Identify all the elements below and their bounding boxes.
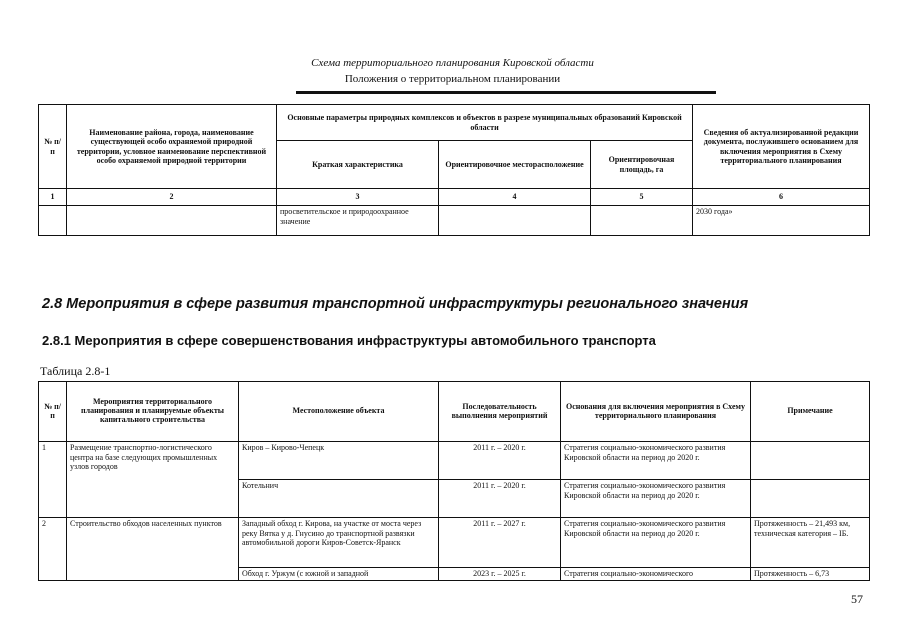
t1-col-number: 2 <box>67 189 277 206</box>
table-row <box>39 518 870 568</box>
t2-cell-event: Строительство обходов населенных пунктов <box>67 518 239 581</box>
t2-cell-num: 1 <box>39 442 67 518</box>
t2-header-location: Местоположение объекта <box>239 382 439 442</box>
t1-cell-info: 2030 года» <box>693 206 870 236</box>
t1-cell-desc: просветительское и природоохранное значение <box>277 206 439 236</box>
t2-cell-note: Протяженность – 6,73 <box>751 568 870 581</box>
section-heading: 2.8 Мероприятия в сфере развития транспортной инфраструктуры регионального значения <box>42 296 749 312</box>
t2-cell-note <box>751 480 870 518</box>
t2-cell-location: Обход г. Уржум (с южной и западной <box>239 568 439 581</box>
t2-header-event: Мероприятия территориального планирования и планируемые объекты капитального строительства <box>67 382 239 442</box>
t1-col-number: 4 <box>439 189 591 206</box>
t2-header-num: № п/п <box>39 382 67 442</box>
t1-header-desc: Краткая характеристика <box>277 141 439 189</box>
t2-header-basis: Основания для включения мероприятия в Схему территориального планирования <box>561 382 751 442</box>
running-header-title: Схема территориального планирования Кировской области <box>311 57 594 69</box>
subsection-heading: 2.8.1 Мероприятия в сфере совершенствования инфраструктуры автомобильного транспорта <box>42 333 656 348</box>
t2-cell-note <box>751 442 870 480</box>
t2-cell-basis: Стратегия социально-экономического развития Кировской области на период до 2020 г. <box>561 442 751 480</box>
t1-header-name: Наименование района, города, наименование существующей особо охраняемой природной территории, условное наименование перспективной особо охраняемой природной территории <box>67 105 277 189</box>
t2-cell-note: Протяженность – 21,493 км, техническая категория – IБ. <box>751 518 870 568</box>
t2-cell-num: 2 <box>39 518 67 581</box>
t1-header-area: Ориентировочная площадь, га <box>591 141 693 189</box>
t2-cell-sequence: 2011 г. – 2020 г. <box>439 480 561 518</box>
t2-cell-basis: Стратегия социально-экономического развития Кировской области на период до 2020 г. <box>561 518 751 568</box>
t2-cell-location: Западный обход г. Кирова, на участке от моста через реку Вятка у д. Гнусино до транспортной развязки автомобильной дороги Киров-Советск-Яранск <box>239 518 439 568</box>
table-row <box>39 442 870 480</box>
road-transport-events-table <box>38 381 870 581</box>
t1-col-number: 5 <box>591 189 693 206</box>
running-header-subtitle: Положения о территориальном планировании <box>344 73 561 85</box>
page-number: 57 <box>851 592 863 606</box>
t1-col-number: 3 <box>277 189 439 206</box>
t1-header-info: Сведения об актуализированной редакции документа, послужившего основанием для включения мероприятия в Схему территориального планирования <box>693 105 870 189</box>
t1-header-num: № п/п <box>39 105 67 189</box>
t1-col-number: 6 <box>693 189 870 206</box>
t1-header-location: Ориентировочное месторасположение <box>439 141 591 189</box>
header-rule <box>296 91 716 94</box>
t1-cell-num <box>39 206 67 236</box>
t1-col-number: 1 <box>39 189 67 206</box>
t2-header-note: Примечание <box>751 382 870 442</box>
t2-cell-basis: Стратегия социально-экономического развития Кировской области на период до 2020 г. <box>561 480 751 518</box>
t1-header-params-group: Основные параметры природных комплексов и объектов в разрезе муниципальных образований Кировской области <box>277 105 693 141</box>
t1-cell-location <box>439 206 591 236</box>
t2-cell-sequence: 2011 г. – 2027 г. <box>439 518 561 568</box>
t1-cell-name <box>67 206 277 236</box>
t2-cell-basis: Стратегия социально-экономического <box>561 568 751 581</box>
t2-cell-location: Котельнич <box>239 480 439 518</box>
protected-areas-table <box>38 104 870 236</box>
table-row <box>39 206 870 236</box>
t2-cell-location: Киров – Кирово-Чепецк <box>239 442 439 480</box>
t2-cell-event: Размещение транспортно-логистического центра на базе следующих промышленных узлов городов <box>67 442 239 518</box>
table-caption: Таблица 2.8-1 <box>40 364 111 378</box>
t1-number-row <box>39 189 870 206</box>
t2-cell-sequence: 2023 г. – 2025 г. <box>439 568 561 581</box>
t2-cell-sequence: 2011 г. – 2020 г. <box>439 442 561 480</box>
t1-cell-area <box>591 206 693 236</box>
t2-header-sequence: Последовательность выполнения мероприятий <box>439 382 561 442</box>
